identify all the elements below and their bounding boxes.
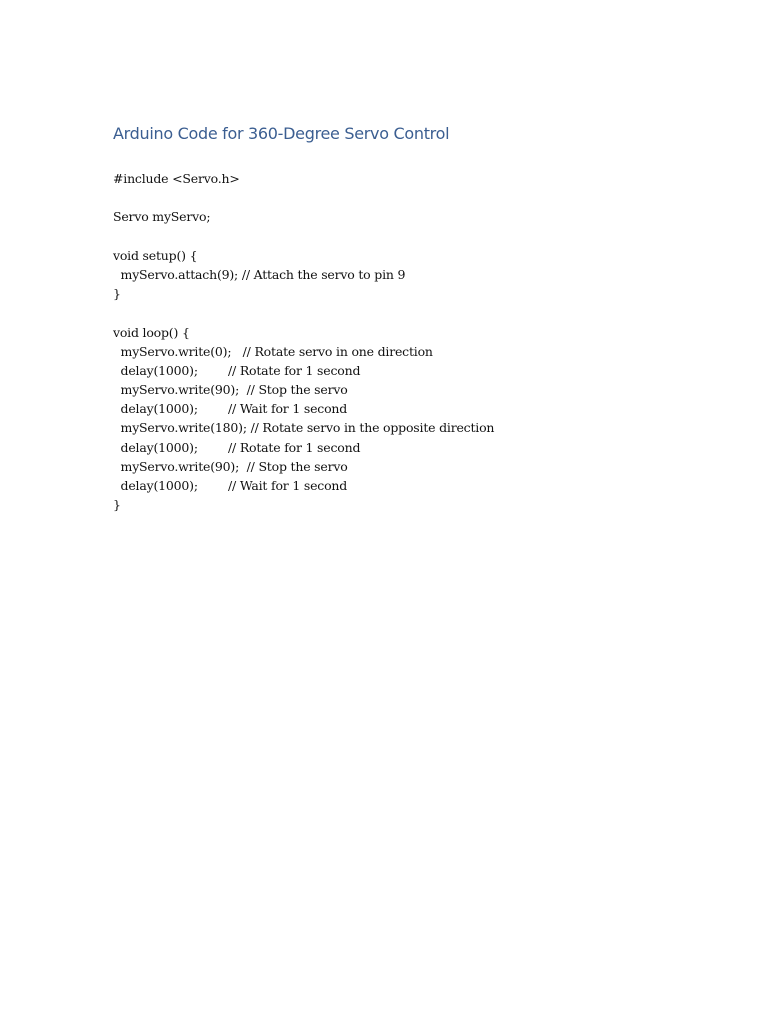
- code-line: void setup() {: [113, 247, 198, 263]
- code-line: myServo.write(180); // Rotate servo in the opposite direction: [113, 420, 495, 436]
- code-line: myServo.write(90); // Stop the servo: [113, 458, 348, 474]
- code-line: delay(1000); // Wait for 1 second: [113, 401, 348, 417]
- code-line: #include <Servo.h>: [113, 171, 240, 186]
- document-title: Arduino Code for 360-Degree Servo Control: [113, 124, 450, 143]
- code-line: myServo.write(90); // Stop the servo: [113, 382, 348, 398]
- code-line: myServo.attach(9); // Attach the servo to pin 9: [113, 266, 406, 282]
- code-line: [113, 188, 494, 207]
- code-line: delay(1000); // Wait for 1 second: [113, 478, 348, 493]
- code-line: }: [113, 286, 121, 302]
- code-line: [113, 227, 494, 246]
- code-line: delay(1000); // Rotate for 1 second: [113, 439, 361, 455]
- code-line: delay(1000); // Rotate for 1 second: [113, 362, 361, 378]
- code-line: Servo myServo;: [113, 209, 211, 225]
- code-line: [113, 303, 494, 322]
- code-block: [113, 169, 494, 514]
- code-line: }: [113, 497, 121, 513]
- code-line: myServo.write(0); // Rotate servo in one direction: [113, 343, 433, 359]
- code-line: void loop() {: [113, 324, 190, 340]
